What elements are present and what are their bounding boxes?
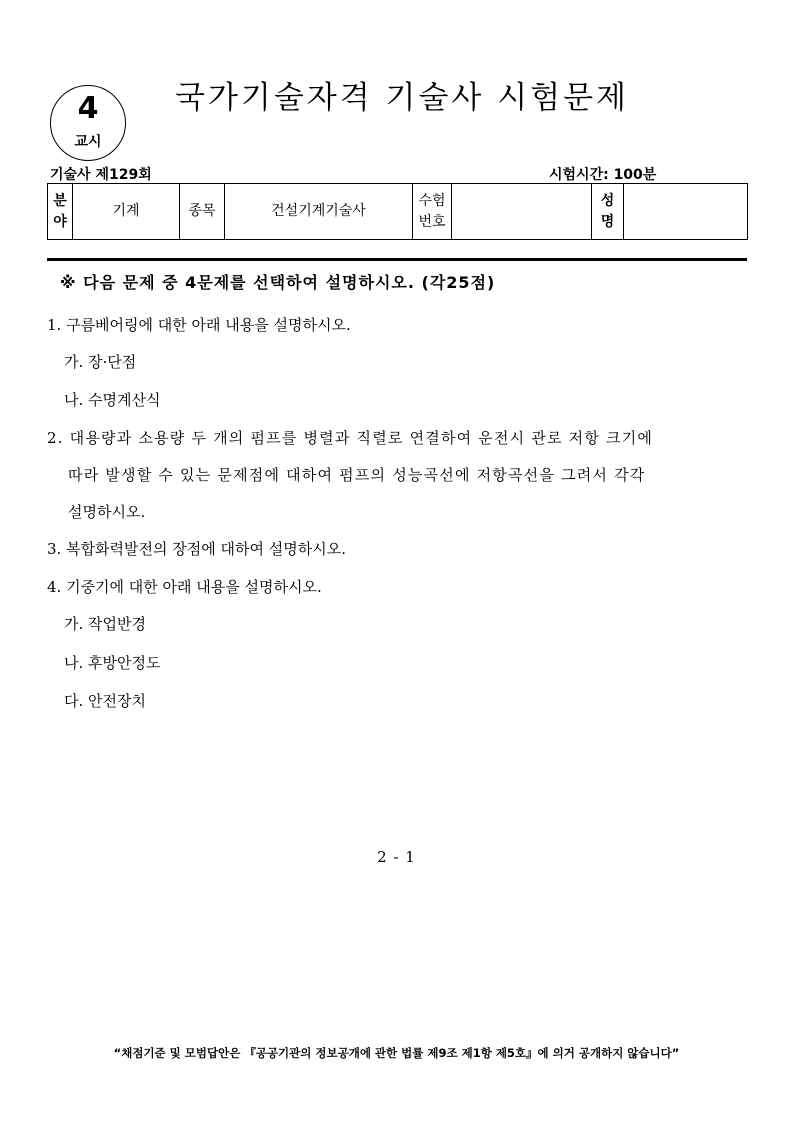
page-number: 2 - 1: [377, 848, 416, 866]
candidate-info-table: [47, 183, 748, 240]
field-label: 분 야: [48, 184, 73, 240]
question-4: 4. 기중기에 대한 아래 내용을 설명하시오.: [47, 578, 322, 596]
exam-time: 시험시간: 100분: [549, 167, 657, 183]
name-label: 성 명: [592, 184, 624, 240]
question-4-item-c: 다. 안전장치: [64, 692, 146, 710]
exam-number-label: 수험 번호: [413, 184, 452, 240]
question-4-item-a: 가. 작업반경: [64, 615, 146, 633]
period-number: 4: [77, 91, 99, 126]
question-3: 3. 복합화력발전의 장점에 대하여 설명하시오.: [47, 540, 346, 558]
question-1-item-b: 나. 수명계산식: [64, 391, 161, 409]
instruction-text: ※ 다음 문제 중 4문제를 선택하여 설명하시오. (각25점): [60, 273, 496, 292]
period-badge: [50, 85, 126, 161]
question-4-item-b: 나. 후방안정도: [64, 654, 161, 672]
period-label: 교시: [74, 134, 102, 150]
field-value: 기계: [73, 184, 180, 240]
name-field[interactable]: [624, 184, 748, 240]
question-2-line-2: 따라 발생할 수 있는 문제점에 대하여 펌프의 성능곡선에 저항곡선을 그려서 각각: [68, 466, 646, 484]
category-value: 건설기계기술사: [225, 184, 413, 240]
question-2-line-3: 설명하시오.: [68, 503, 146, 521]
exam-title: 국가기술자격 기술사 시험문제: [175, 80, 630, 116]
exam-number-field[interactable]: [452, 184, 592, 240]
question-2-line-1: 2. 대용량과 소용량 두 개의 펌프를 병렬과 직렬로 연결하여 운전시 관로 저항 크기에: [47, 429, 654, 447]
exam-round: 기술사 제129회: [50, 167, 152, 183]
question-1: 1. 구름베어링에 대한 아래 내용을 설명하시오.: [47, 316, 351, 334]
question-1-item-a: 가. 장·단점: [64, 353, 137, 371]
category-label: 종목: [180, 184, 225, 240]
header-divider: [47, 258, 747, 261]
footer-notice: “채점기준 및 모범답안은 『공공기관의 정보공개에 관한 법률 제9조 제1항 제5호』에 의거 공개하지 않습니다”: [113, 1046, 680, 1060]
